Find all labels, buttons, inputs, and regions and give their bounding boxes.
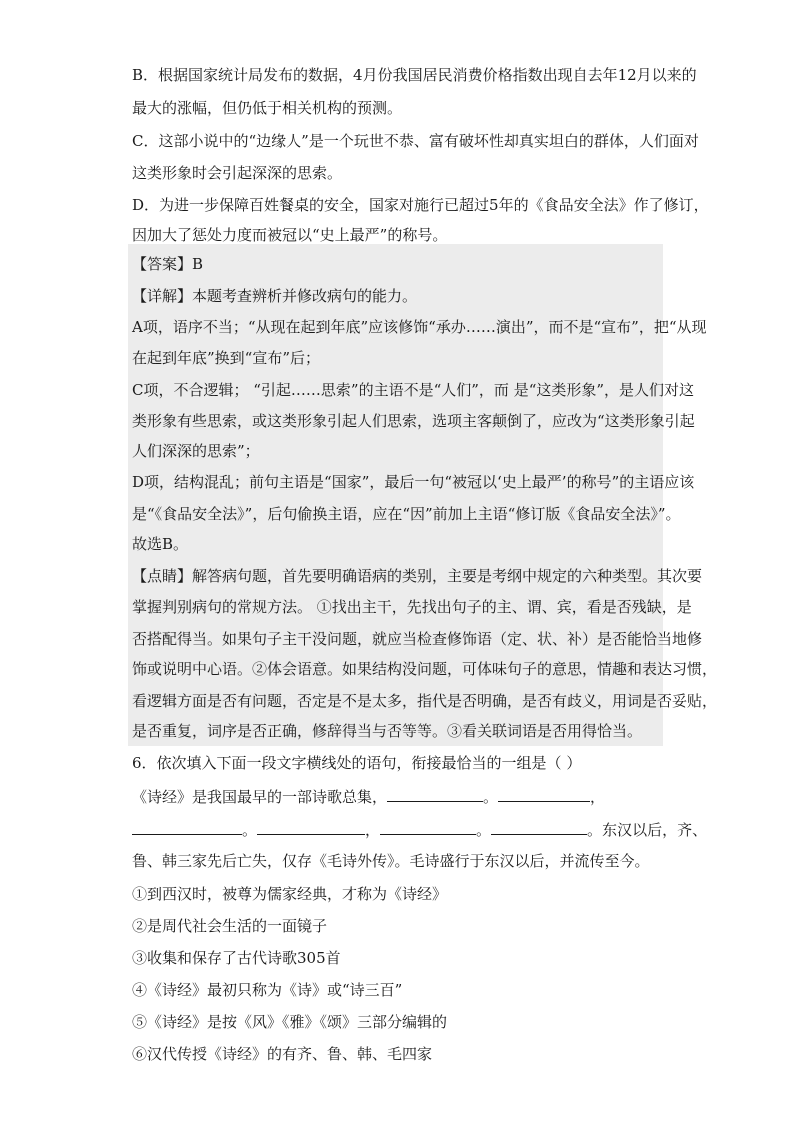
punct-period: 。 (476, 821, 492, 839)
blank-3[interactable] (132, 818, 242, 835)
para-tail-1: 东汉以后，齐、 (602, 821, 708, 839)
choice-item-5: ⑤《诗经》是按《风》《雅》《颂》三部分编辑的 (132, 1013, 448, 1031)
tip-line-2: 掌握判别病句的常规方法。 ①找出主干，先找出句子的主、谓、宾，看是否残缺，是 (132, 598, 692, 616)
analysis-d-line-1: D项，结构混乱；前句主语是“国家”，最后一句“被冠以‘史上最严’的称号”的主语应该 (132, 473, 695, 491)
option-c-line-2: 这类形象时会引起深深的思索。 (132, 164, 343, 182)
choice-item-3: ③收集和保存了古代诗歌305首 (132, 949, 341, 967)
detail-line: 【详解】本题考查辨析并修改病句的能力。 (132, 287, 418, 305)
option-d-line-2: 因加大了惩处力度而被冠以“史上最严”的称号。 (132, 226, 448, 244)
analysis-c-line-3: 人们深深的思索”； (132, 442, 260, 460)
tip-line-5: 看逻辑方面是否有问题，否定是不是太多，指代是否明确，是否有歧义，用词是否妥贴， (132, 692, 718, 710)
analysis-d-line-2: 是“《食品安全法》”，后句偷换主语，应在“因”前加上主语“修订版《食品安全法》”。 (132, 505, 681, 523)
choice-item-4: ④《诗经》最初只称为《诗》或“诗三百” (132, 981, 403, 999)
conclusion-line: 故选B。 (132, 535, 189, 553)
analysis-c-line-1: C项，不合逻辑； “引起……思索”的主语不是“人们”，而 是“这类形象”，是人们对这 (132, 381, 695, 399)
question-6-para-line-2 (132, 817, 708, 843)
question-6-para-line-3: 鲁、韩三家先后亡失，仅存《毛诗外传》。毛诗盛行于东汉以后，并流传至今。 (132, 852, 650, 870)
tip-line-4: 饰或说明中心语。②体会语意。如果结构没问题，可体味句子的意思，情趣和表达习惯， (132, 660, 718, 678)
punct-comma: ， (590, 788, 606, 806)
blank-1[interactable] (387, 785, 483, 802)
question-6-para-line-1 (132, 784, 662, 810)
analysis-a-line-1: A项，语序不当；“从现在起到年底”应该修饰“承办……演出”，而不是“宣布”，把“从现 (132, 318, 707, 336)
blank-6[interactable] (491, 818, 587, 835)
punct-period: 。 (242, 821, 258, 839)
option-c-line-1: C．这部小说中的“边缘人”是一个玩世不恭、富有破坏性却真实坦白的群体，人们面对 (132, 132, 699, 150)
para-start-text: 《诗经》是我国最早的一部诗歌总集， (132, 788, 388, 806)
punct-period: 。 (587, 821, 603, 839)
blank-2[interactable] (498, 785, 590, 802)
blank-5[interactable] (380, 818, 476, 835)
choice-item-6: ⑥汉代传授《诗经》的有齐、鲁、韩、毛四家 (132, 1045, 433, 1063)
tip-line-6: 是否重复，词序是否正确，修辞得当与否等等。③看关联词语是否用得恰当。 (132, 722, 643, 740)
option-d-line-1: D．为进一步保障百姓餐桌的安全，国家对施行已超过5年的《食品安全法》作了修订， (132, 196, 709, 214)
option-b-line-1: B．根据国家统计局发布的数据，4月份我国居民消费价格指数出现自去年12月以来的 (132, 66, 697, 84)
answer-line: 【答案】B (132, 255, 204, 273)
analysis-a-line-2: 在起到年底”换到“宣布”后； (132, 349, 321, 367)
punct-period: 。 (483, 788, 499, 806)
punct-comma: ， (365, 821, 381, 839)
question-6-stem: 6．依次填入下面一段文字横线处的语句，衔接最恰当的一组是（ ） (132, 754, 582, 772)
choice-item-1: ①到西汉时，被尊为儒家经典，才称为《诗经》 (132, 885, 448, 903)
tip-line-1: 【点睛】解答病句题，首先要明确语病的类别，主要是考纲中规定的六种类型。其次要 (132, 567, 703, 585)
blank-4[interactable] (257, 818, 365, 835)
option-b-line-2: 最大的涨幅，但仍低于相关机构的预测。 (132, 99, 403, 117)
tip-line-3: 否搭配得当。如果句子主干没问题，就应当检查修饰语（定、状、补）是否能恰当地修 (132, 630, 703, 648)
choice-item-2: ②是周代社会生活的一面镜子 (132, 917, 328, 935)
analysis-c-line-2: 类形象有些思索，或这类形象引起人们思索，选项主客颠倒了，应改为“这类形象引起 (132, 412, 695, 430)
